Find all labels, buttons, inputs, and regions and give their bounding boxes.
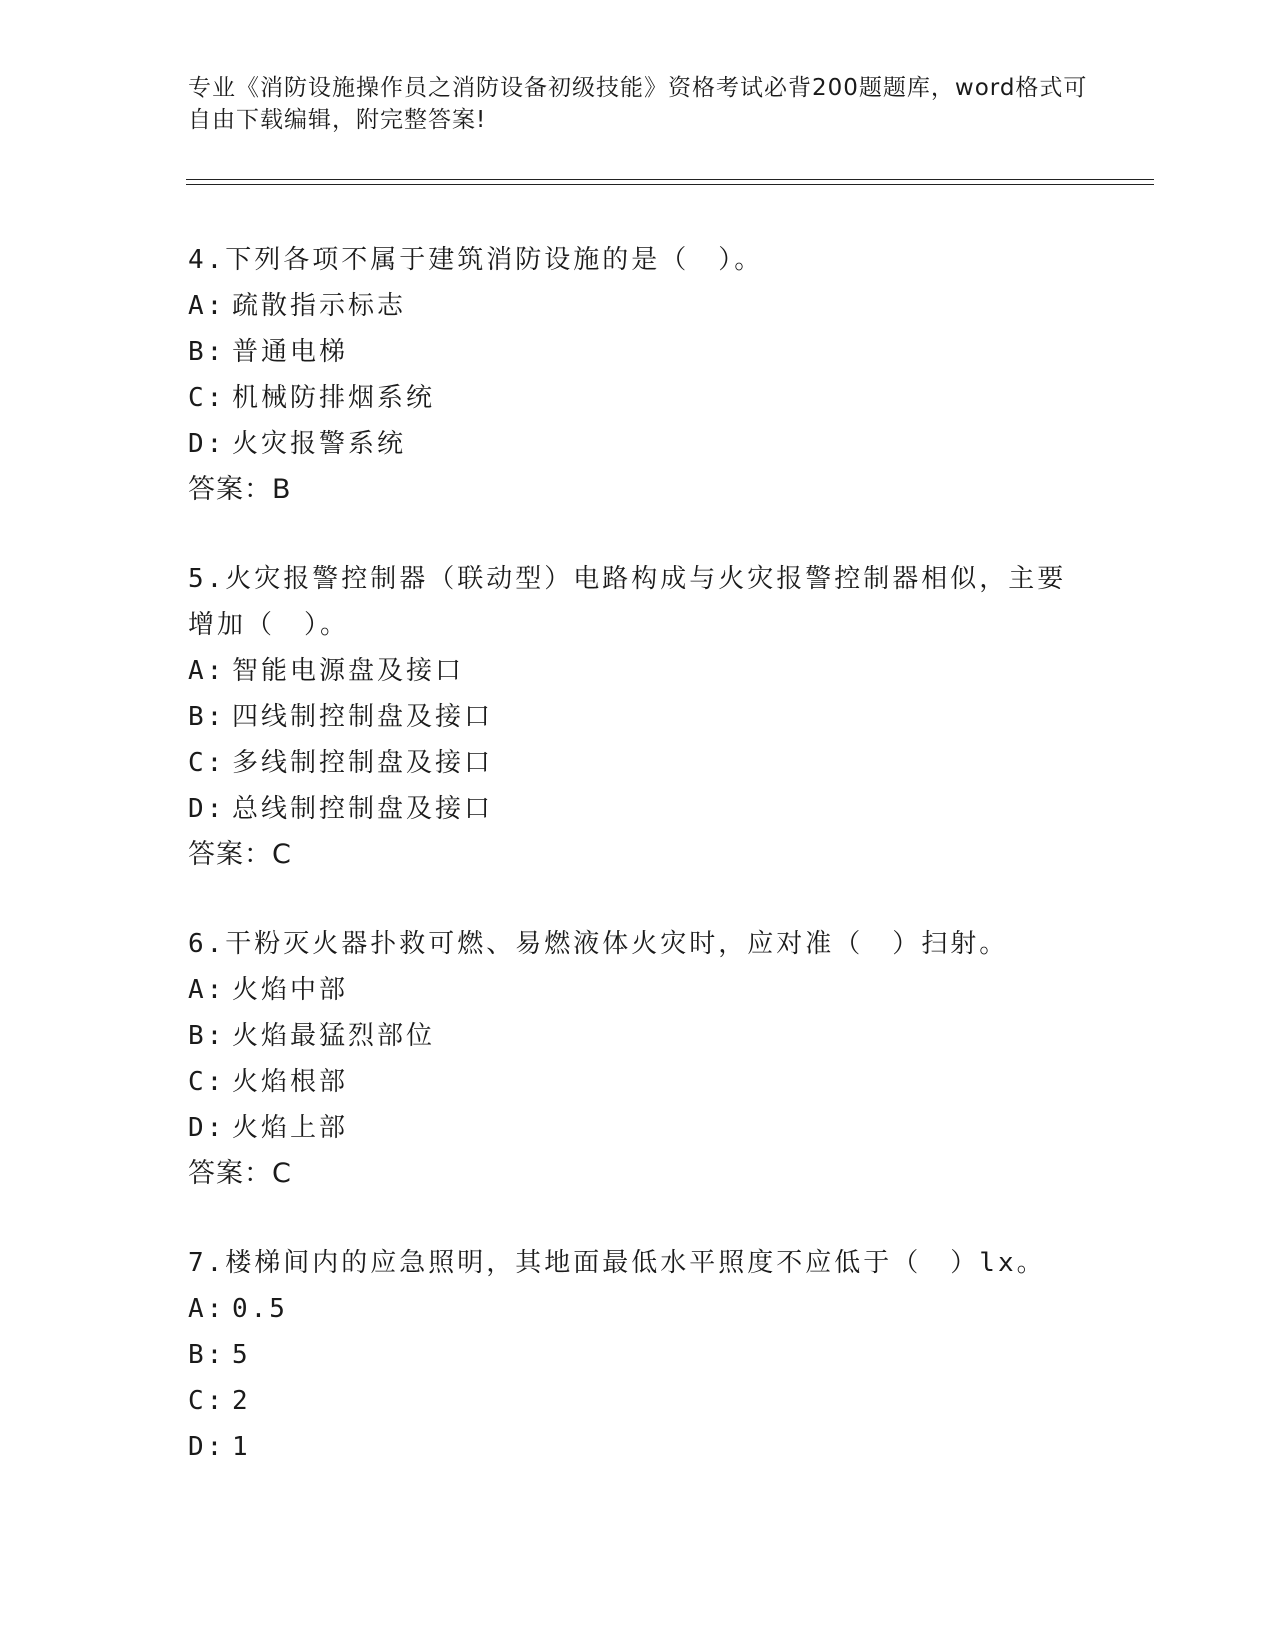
option-c <box>188 740 1088 786</box>
option-letter: A: <box>188 975 226 1005</box>
option-text: 总线制控制盘及接口 <box>232 794 494 824</box>
header-divider-bottom <box>186 184 1154 185</box>
question-stem: 7.楼梯间内的应急照明，其地面最低水平照度不应低于（ ）lx。 <box>188 1248 1046 1278</box>
option-letter: A: <box>188 291 226 321</box>
option-text: 火焰最猛烈部位 <box>232 1021 436 1051</box>
option-letter: A: <box>188 656 226 686</box>
option-letter: B: <box>188 1021 226 1051</box>
question-4 <box>188 237 1088 513</box>
option-text: 5 <box>232 1340 251 1370</box>
option-letter: B: <box>188 702 226 732</box>
option-c <box>188 1059 1088 1105</box>
option-text: 0.5 <box>232 1294 288 1324</box>
option-a <box>188 648 1088 694</box>
option-b <box>188 1013 1088 1059</box>
option-d <box>188 1105 1088 1151</box>
option-a <box>188 1286 1088 1332</box>
option-letter: D: <box>188 1432 226 1462</box>
document-intro: 专业《消防设施操作员之消防设备初级技能》资格考试必背200题题库，word格式可自由下载编辑，附完整答案! <box>188 75 1088 133</box>
option-b <box>188 694 1088 740</box>
option-b <box>188 1332 1088 1378</box>
question-stem: 6.干粉灭火器扑救可燃、易燃液体火灾时，应对准（ ）扫射。 <box>188 929 1009 959</box>
option-letter: C: <box>188 1386 226 1416</box>
option-d <box>188 786 1088 832</box>
option-letter: B: <box>188 337 226 367</box>
answer-line: 答案：C <box>188 839 292 870</box>
option-a <box>188 283 1088 329</box>
option-letter: D: <box>188 794 226 824</box>
option-c <box>188 1378 1088 1424</box>
option-text: 火灾报警系统 <box>232 429 407 459</box>
option-text: 机械防排烟系统 <box>232 383 436 413</box>
option-text: 2 <box>232 1386 251 1416</box>
option-letter: D: <box>188 1113 226 1143</box>
question-6 <box>188 921 1088 1197</box>
answer-line: 答案：B <box>188 474 292 505</box>
option-text: 火焰中部 <box>232 975 349 1005</box>
question-5 <box>188 556 1088 878</box>
option-c <box>188 375 1088 421</box>
option-text: 1 <box>232 1432 251 1462</box>
option-text: 智能电源盘及接口 <box>232 656 465 686</box>
option-text: 火焰根部 <box>232 1067 349 1097</box>
option-text: 普通电梯 <box>232 337 349 367</box>
option-letter: C: <box>188 748 226 778</box>
option-letter: B: <box>188 1340 226 1370</box>
question-list <box>188 237 1088 1513</box>
question-7 <box>188 1240 1088 1470</box>
answer-line: 答案：C <box>188 1158 292 1189</box>
option-text: 四线制控制盘及接口 <box>232 702 494 732</box>
option-a <box>188 967 1088 1013</box>
option-text: 疏散指示标志 <box>232 291 407 321</box>
option-letter: A: <box>188 1294 226 1324</box>
option-letter: D: <box>188 429 226 459</box>
option-letter: C: <box>188 1067 226 1097</box>
option-text: 多线制控制盘及接口 <box>232 748 494 778</box>
header-divider-top <box>186 179 1154 180</box>
option-text: 火焰上部 <box>232 1113 349 1143</box>
option-d <box>188 421 1088 467</box>
question-stem: 4.下列各项不属于建筑消防设施的是（ ）。 <box>188 245 764 275</box>
option-b <box>188 329 1088 375</box>
option-d <box>188 1424 1088 1470</box>
question-stem: 5.火灾报警控制器（联动型）电路构成与火灾报警控制器相似，主要增加（ ）。 <box>188 564 1067 640</box>
option-letter: C: <box>188 383 226 413</box>
